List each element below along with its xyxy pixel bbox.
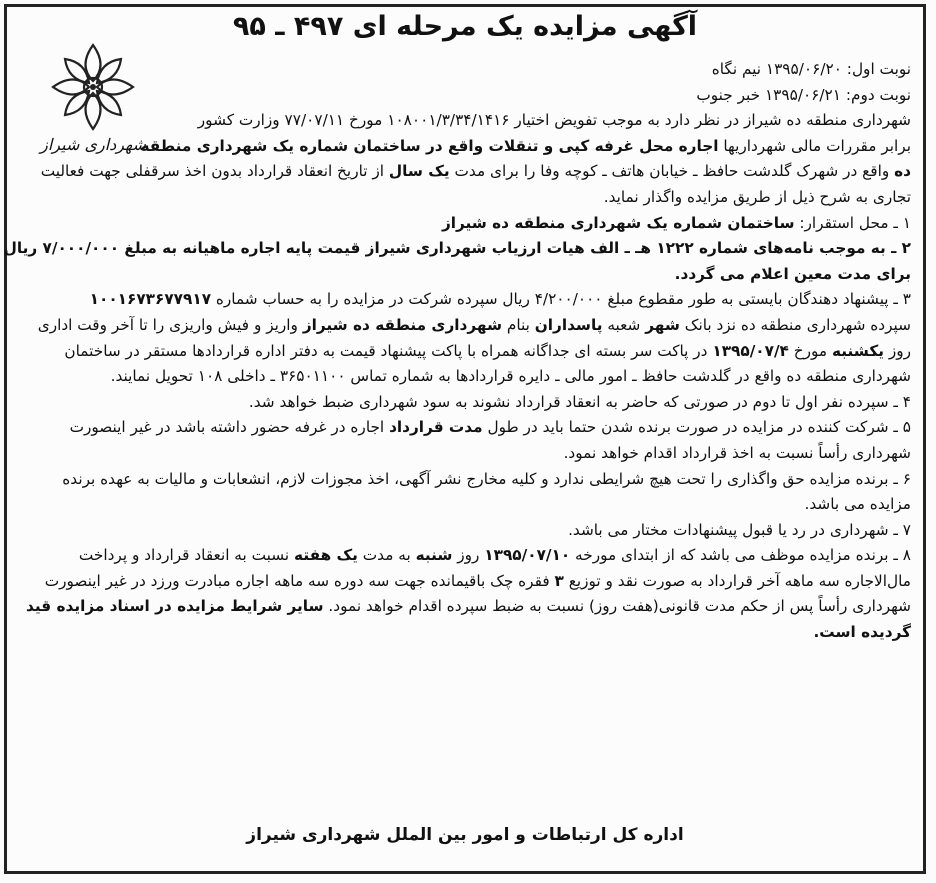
item-7: ۷ ـ شهرداری در رد یا قبول پیشنهادات مختار می باشد. (568, 520, 911, 539)
intro-duration: یک سال (388, 162, 450, 181)
deadline-date: ۱۳۹۵/۰۷/۴ (712, 341, 789, 360)
publication-second: نوبت دوم: ۱۳۹۵/۰۶/۲۱ خبر جنوب (696, 85, 911, 104)
item-2-line-1: ۲ ـ به موجب نامه‌های شماره ۱۲۲۲ هـ ـ الف هیات ارزیاب شهرداری شیراز قیمت پایه اجاره ماهیانه به مبلغ ۷/۰۰۰/۰۰۰ ریال (3, 239, 911, 258)
publication-first: نوبت اول: ۱۳۹۵/۰۶/۲۰ نیم نگاه (711, 60, 911, 78)
item-3-text: سپرده شهرداری منطقه ده نزد بانک (679, 315, 911, 334)
item-5-text: اجاره در غرفه حضور داشته باشد در غیر اینصورت (69, 418, 390, 437)
item-8-text: مال‌الاجاره سه ماهه آخر قرارداد به صورت نقد و توزیع (563, 571, 911, 590)
account-number: ۱۰۰۱۶۷۳۶۷۷۹۱۷ (89, 290, 212, 309)
item-4: ۴ ـ سپرده نفر اول تا دوم در صورتی که حاضر به انعقاد قرارداد نشوند به سود شهرداری ضبط خواهد شد. (248, 392, 911, 411)
item-3-line-2 (11, 313, 911, 339)
item-8-text: فقره چک باقیمانده جهت سه دوره سه ماهه اجاره مبادرت ورزد در غیر اینصورت (44, 571, 555, 590)
intro-terms: از تاریخ انعقاد قرارداد بدون اخذ سرقفلی جهت فعالیت (40, 162, 389, 181)
intro-text: برابر مقررات مالی شهرداریها (718, 136, 911, 155)
item-3-text: در پاکت سر بسته ای جداگانه همراه با پاکت پیشنهاد قیمت به دفتر اداره قراردادها مستقر در ساختمان (64, 341, 713, 360)
intro-line-4: تجاری به شرح ذیل از طریق مزایده واگذار نماید. (603, 187, 911, 206)
cheque-count: ۳ (554, 571, 564, 590)
item-3-text: ۳ ـ پیشنهاد دهندگان بایستی به طور مقطوع مبلغ ۴/۲۰۰/۰۰۰ ریال سپرده شرکت در مزایده را به حساب شماره (211, 290, 911, 309)
item-1 (11, 211, 911, 237)
item-5-line-1 (11, 415, 911, 441)
item-8-text: نسبت به انعقاد قرارداد و پرداخت (78, 546, 295, 565)
contract-term: مدت قرارداد (389, 418, 483, 437)
item-8-text: ۸ ـ برنده مزایده موظف می باشد که از ابتدای مورخه (570, 546, 911, 565)
item-8-line-3 (11, 594, 911, 620)
item-8-text: روز (452, 546, 485, 565)
item-3-line-1 (11, 287, 911, 313)
item-3-line-4: شهرداری منطقه ده واقع در گلدشت حافظ ـ امور مالی ـ دایره قراردادها به شماره تماس ۳۶۵۰۱۱۰۰ ـ داخلی ۱۰۸ تحویل نمایند. (110, 367, 911, 386)
account-holder: شهرداری منطقه ده شیراز (302, 315, 503, 334)
item-3-text: روز (883, 341, 911, 360)
item-8-text: شهرداری رأساً پس از حکم مدت قانونی(هفت روز) نسبت به ضبط سپرده اقدام خواهد نمود. (323, 597, 911, 616)
item-3-text: واریز و فیش واریزی را تا آخر وقت اداری (37, 315, 303, 334)
intro-subject: اجاره محل غرفه کپی و تنقلات واقع در ساختمان شماره یک شهرداری منطقه (140, 136, 719, 155)
intro-location: واقع در شهرک گلدشت حافظ ـ خیابان هاتف ـ کوچه وفا را برای مدت (449, 162, 895, 181)
item-8-text: به مدت (357, 546, 416, 565)
announcement-body (3, 57, 911, 646)
item-1-label: ۱ ـ محل استقرار: (794, 213, 911, 232)
contract-period: یک هفته (294, 546, 358, 565)
other-terms-note: سایر شرایط مزایده در اسناد مزایده قید (26, 597, 324, 616)
branch-name: پاسداران (534, 315, 603, 334)
intro-line-1: شهرداری منطقه ده شیراز در نظر دارد به موجب تفویض اختیار ۱۰۸۰۰۱/۳/۳۴/۱۴۱۶ مورخ ۷۷/۰۷/۱۱ وزارت کشور (197, 111, 911, 130)
item-1-value: ساختمان شماره یک شهرداری منطقه ده شیراز (441, 213, 795, 232)
item-3-text: بنام (502, 315, 535, 334)
contract-date: ۱۳۹۵/۰۷/۱۰ (484, 546, 571, 565)
item-3-text: شعبه (602, 315, 646, 334)
item-6-line-2: مزایده می باشد. (804, 495, 911, 514)
item-5-line-2: شهرداری رأساً نسبت به اخذ قرارداد اقدام خواهد نمود. (563, 443, 911, 462)
item-2-line-2: برای مدت معین اعلام می گردد. (674, 264, 911, 283)
contract-day: شنبه (415, 546, 453, 565)
intro-line-2 (11, 134, 911, 160)
bank-name: شهر (645, 315, 680, 334)
announcement-page (4, 4, 926, 874)
deadline-day: یکشنبه (831, 341, 884, 360)
item-3-line-3 (11, 339, 911, 365)
item-3-text: مورخ (788, 341, 832, 360)
item-8-line-2 (11, 569, 911, 595)
item-5-text: ۵ ـ شرکت کننده در مزایده در صورت برنده شدن حتما باید در طول (482, 418, 911, 437)
issuer-signature: اداره کل ارتباطات و امور بین الملل شهرداری شیراز (246, 825, 684, 845)
logo-caption: شهرداری شیراز (40, 135, 146, 154)
item-8-line-4: گردیده است. (813, 623, 911, 642)
intro-subject-end: ده (894, 162, 911, 181)
item-8-line-1 (11, 543, 911, 569)
intro-line-3 (11, 159, 911, 185)
announcement-title: آگهی مزایده یک مرحله ای ۴۹۷ ـ ۹۵ (232, 11, 698, 42)
item-6-line-1: ۶ ـ برنده مزایده حق واگذاری را تحت هیچ شرایطی ندارد و کلیه مخارج نشر آگهی، اخذ مجوزات لازم، انشعابات و مالیات به عهده برنده (62, 469, 911, 488)
